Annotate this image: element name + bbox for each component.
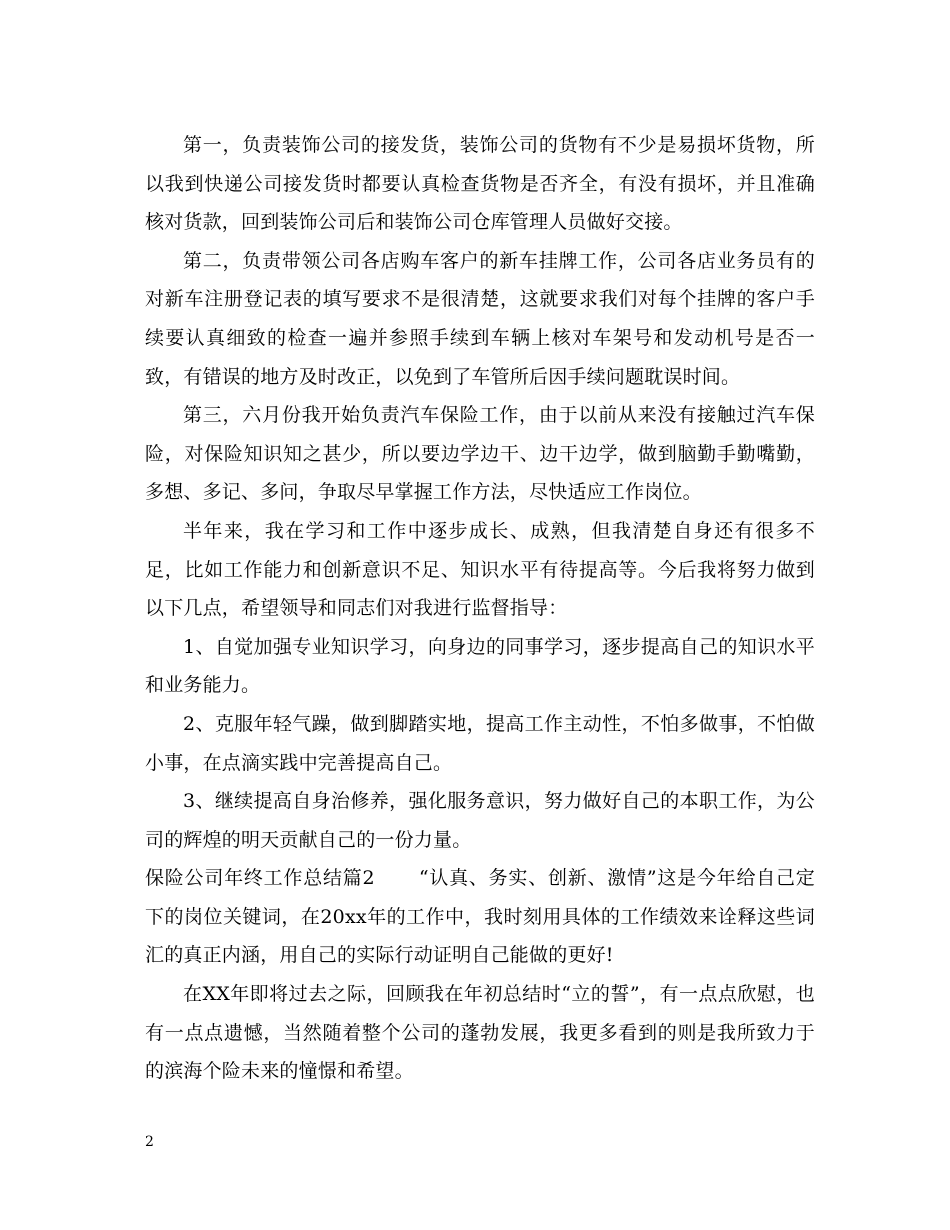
- list-item-1: 1、自觉加强专业知识学习，向身边的同事学习，逐步提高自己的知识水平和业务能力。: [145, 635, 815, 697]
- section-heading: 保险公司年终工作总结篇2: [145, 867, 375, 890]
- document-body: [145, 126, 815, 1091]
- paragraph-second-duty: 第二，负责带领公司各店购车客户的新车挂牌工作，公司各店业务员有的对新车注册登记表的填写要求不是很清楚，这就要求我们对每个挂牌的客户手续要认真细致的检查一遍并参照手续到车辆上核对车架号和发动机号是否一致，有错误的地方及时改正，以免到了车管所后因手续问题耽误时间。: [145, 249, 815, 388]
- list-item-2: 2、克服年轻气躁，做到脚踏实地，提高工作主动性，不怕多做事，不怕做小事，在点滴实践中完善提高自己。: [145, 712, 815, 774]
- section-2-block: [145, 859, 815, 975]
- list-item-3: 3、继续提高自身治修养，强化服务意识，努力做好自己的本职工作，为公司的辉煌的明天贡献自己的一份力量。: [145, 790, 815, 851]
- paragraph-first-duty: 第一，负责装饰公司的接发货，装饰公司的货物有不少是易损坏货物，所以我到快递公司接发货时都要认真检查货物是否齐全，有没有损坏，并且准确核对货款，回到装饰公司后和装饰公司仓库管理人员做好交接。: [145, 134, 815, 234]
- section-intro-text: “认真、务实、创新、激情”这是今年给自己定下的岗位关键词，在20xx年的工作中，我时刻用具体的工作绩效来诠释这些词汇的真正内涵，用自己的实际行动证明自己能做的更好!: [145, 867, 815, 967]
- page-number: 2: [145, 1134, 154, 1150]
- paragraph-third-duty: 第三，六月份我开始负责汽车保险工作，由于以前从来没有接触过汽车保险，对保险知识知之甚少，所以要边学边干、边干边学，做到脑勤手勤嘴勤，多想、多记、多问，争取尽早掌握工作方法，尽快适应工作岗位。: [145, 404, 815, 504]
- paragraph-half-year-review: 半年来，我在学习和工作中逐步成长、成熟，但我清楚自身还有很多不足，比如工作能力和创新意识不足、知识水平有待提高等。今后我将努力做到以下几点，希望领导和同志们对我进行监督指导：: [145, 519, 815, 620]
- paragraph-closing: 在XX年即将过去之际，回顾我在年初总结时“立的誓”，有一点点欣慰，也有一点点遗憾，当然随着整个公司的蓬勃发展，我更多看到的则是我所致力于的滨海个险未来的憧憬和希望。: [145, 983, 815, 1083]
